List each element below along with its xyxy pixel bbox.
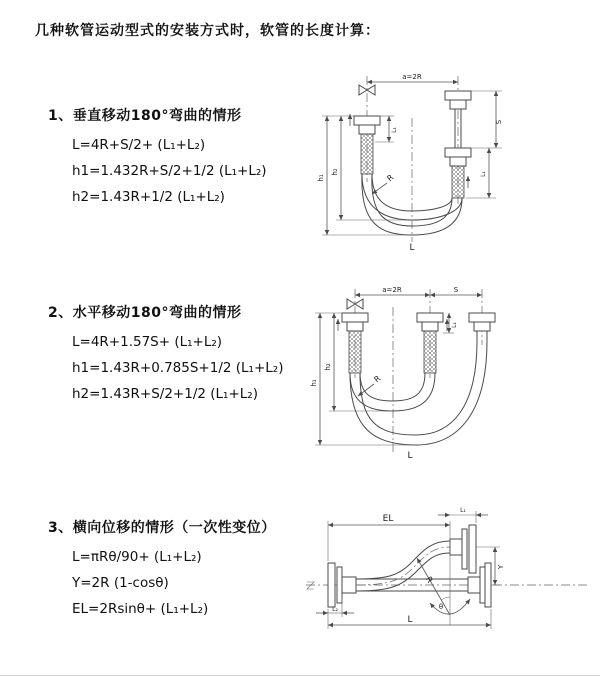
- section-2: [48, 303, 318, 407]
- dimension-l1-label: L₁: [460, 507, 466, 514]
- left-flange-fitting: [354, 116, 380, 174]
- diagram-lateral-displacement: [298, 503, 600, 653]
- section-2-heading: 2、水平移动180°弯曲的情形: [48, 305, 242, 321]
- diagram-vertical-180-bend: [310, 70, 600, 255]
- left-flange-fitting: [342, 313, 368, 373]
- diagram-horizontal-180-bend: [308, 283, 600, 463]
- formula-el: EL=2Rsinθ+ (L₁+L₂): [72, 601, 209, 617]
- section-1: [48, 106, 318, 210]
- dimension-l1-label: L₁: [451, 322, 458, 328]
- braid-section: [424, 331, 436, 373]
- dimension-h1-label: h₁: [317, 174, 325, 182]
- formula-h1: h1=1.432R+S/2+1/2 (L₁+L₂): [72, 163, 267, 179]
- length-label: L: [409, 243, 415, 253]
- radius-label: R: [423, 575, 435, 585]
- dimension-a2r-label: a=2R: [382, 286, 402, 294]
- formula-h1: h1=1.43R+0.785S+1/2 (L₁+L₂): [72, 360, 284, 376]
- formula-h2: h2=1.43R+S/2+1/2 (L₁+L₂): [72, 386, 258, 402]
- dimension-s-label: S: [495, 119, 503, 125]
- dimension-h1-label: h₁: [310, 379, 318, 387]
- hose-u-curves: [350, 341, 487, 445]
- dimension-l2-label: L₂: [332, 606, 338, 613]
- dimension-y-label: Y: [497, 564, 505, 570]
- formula-h2: h2=1.43R+1/2 (L₁+L₂): [72, 189, 225, 205]
- page-title: 几种软管运动型式的安装方式时，软管的长度计算：: [35, 23, 380, 39]
- angle-arc: [441, 597, 450, 600]
- length-label: L: [407, 451, 413, 461]
- formula-length: L=4R+S/2+ (L₁+L₂): [72, 137, 206, 153]
- braid-section: [452, 166, 464, 198]
- formula-length: L=4R+1.57S+ (L₁+L₂): [72, 334, 223, 350]
- formula-length: L=πRθ/90+ (L₁+L₂): [72, 549, 202, 565]
- dimension-h2-label: h₂: [331, 168, 339, 176]
- radius-label: R: [372, 373, 383, 385]
- dimension-h2-label: h₂: [324, 363, 332, 371]
- dimension-l1-left-label: L₁: [391, 127, 398, 133]
- dimension-s-label: S: [453, 286, 459, 294]
- radius-label: R: [385, 172, 396, 184]
- displaced-hose-curve: [356, 525, 476, 591]
- braid-section: [361, 134, 373, 174]
- section-3: [48, 518, 318, 622]
- dimension-a2r-label: a=2R: [402, 73, 422, 81]
- formula-y: Y=2R (1-cosθ): [72, 575, 169, 591]
- break-mark-icon: [307, 582, 314, 589]
- section-3-heading: 3、横向位移的情形（一次性变位）: [48, 520, 276, 536]
- dimension-l1-right-label: L₁: [480, 171, 487, 177]
- section-1-heading: 1、垂直移动180°弯曲的情形: [48, 108, 242, 124]
- dimension-l-label: L: [407, 615, 413, 625]
- braid-section: [349, 331, 361, 373]
- dimension-el-label: EL: [382, 514, 394, 524]
- middle-flange-fitting: [417, 313, 443, 373]
- angle-theta-label: θ: [438, 603, 444, 611]
